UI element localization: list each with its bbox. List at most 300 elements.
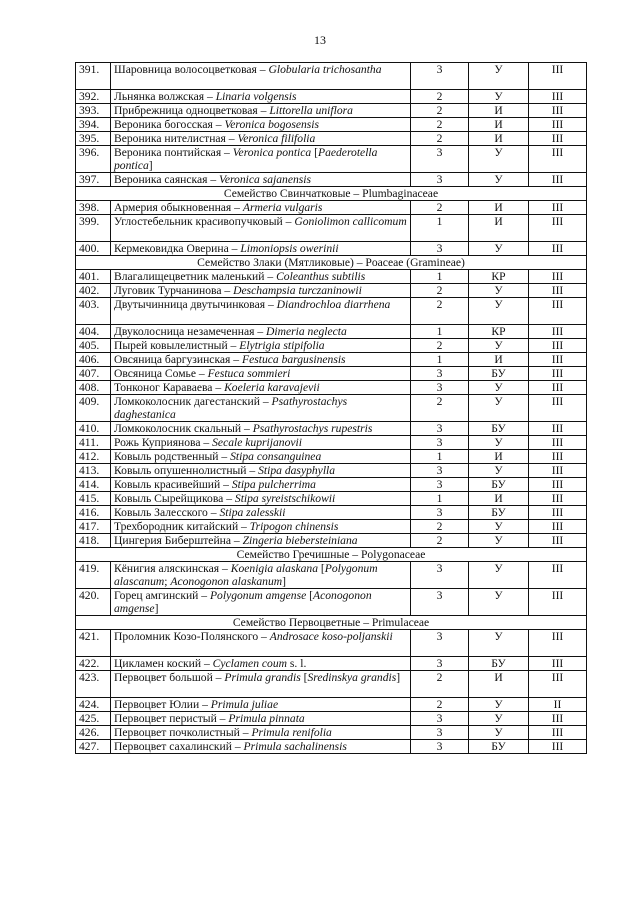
row-number: 409. <box>76 395 111 422</box>
species-latin-name: Primula juliae <box>210 698 279 711</box>
status-value: У <box>469 63 529 90</box>
row-number: 392. <box>76 90 111 104</box>
species-name <box>111 201 411 215</box>
species-latin-name: Deschampsia turczaninowii <box>233 284 362 297</box>
species-name-text: Рожь Куприянова – <box>114 436 213 449</box>
family-header-row <box>76 548 587 562</box>
species-latin-name: Armeria vulgaris <box>242 201 323 214</box>
row-number: 419. <box>76 562 111 589</box>
species-name-text: Пырей ковылелистный – <box>114 339 240 352</box>
species-name-text: Льнянка волжская – <box>114 90 216 103</box>
species-name-text: Луговик Турчанинова – <box>114 284 234 297</box>
family-header-row <box>76 256 587 270</box>
species-latin-name: Dimeria neglecta <box>266 325 347 338</box>
row-number: 394. <box>76 118 111 132</box>
status-value: И <box>469 450 529 464</box>
species-latin-name: Koenigia alaskana <box>230 562 318 575</box>
row-number: 395. <box>76 132 111 146</box>
species-row <box>76 325 587 339</box>
species-name-text: Цикламен коский – <box>114 657 213 670</box>
species-row <box>76 712 587 726</box>
species-latin-name: Polygonum amgense <box>209 589 307 602</box>
row-number: 414. <box>76 478 111 492</box>
species-name <box>111 726 411 740</box>
species-name <box>111 464 411 478</box>
species-name <box>111 353 411 367</box>
row-number: 403. <box>76 298 111 325</box>
species-row <box>76 201 587 215</box>
appendix-value: III <box>529 298 587 325</box>
category-value: 1 <box>411 270 469 284</box>
appendix-value: III <box>529 242 587 256</box>
row-number: 420. <box>76 589 111 616</box>
species-name <box>111 118 411 132</box>
row-number: 393. <box>76 104 111 118</box>
species-latin-name: Zingeria biebersteiniana <box>242 534 358 547</box>
species-row <box>76 270 587 284</box>
category-value: 1 <box>411 325 469 339</box>
species-name-text: Ковыль Залесского – <box>114 506 220 519</box>
row-number: 396. <box>76 146 111 173</box>
category-value: 1 <box>411 353 469 367</box>
appendix-value: III <box>529 132 587 146</box>
species-row <box>76 146 587 173</box>
appendix-value: III <box>529 215 587 242</box>
row-number: 399. <box>76 215 111 242</box>
species-latin-name: Aconogonon amgense <box>114 589 372 615</box>
status-value: У <box>469 339 529 353</box>
species-name-text: [ <box>306 589 314 602</box>
category-value: 2 <box>411 118 469 132</box>
species-name-text: Первоцвет большой – <box>114 671 225 684</box>
status-value: У <box>469 381 529 395</box>
category-value: 3 <box>411 589 469 616</box>
appendix-value: III <box>529 284 587 298</box>
species-row <box>76 132 587 146</box>
status-value: БУ <box>469 422 529 436</box>
species-name <box>111 562 411 589</box>
species-name <box>111 270 411 284</box>
species-name <box>111 63 411 90</box>
species-row <box>76 395 587 422</box>
appendix-value: III <box>529 520 587 534</box>
status-value: И <box>469 215 529 242</box>
appendix-value: III <box>529 506 587 520</box>
appendix-value: III <box>529 63 587 90</box>
page-number: 13 <box>314 33 326 47</box>
appendix-value: III <box>529 630 587 657</box>
species-latin-name: Sredinskya grandis <box>307 671 397 684</box>
appendix-value: III <box>529 104 587 118</box>
species-name-text: Влагалищецветник маленький – <box>114 270 277 283</box>
category-value: 3 <box>411 422 469 436</box>
category-value: 2 <box>411 534 469 548</box>
appendix-value: III <box>529 90 587 104</box>
category-value: 3 <box>411 436 469 450</box>
species-name <box>111 215 411 242</box>
species-row <box>76 422 587 436</box>
row-number: 408. <box>76 381 111 395</box>
row-number: 406. <box>76 353 111 367</box>
status-value: БУ <box>469 657 529 671</box>
category-value: 3 <box>411 381 469 395</box>
row-number: 415. <box>76 492 111 506</box>
species-name-text: Вероника саянская – <box>114 173 220 186</box>
species-name <box>111 104 411 118</box>
species-name-text: Первоцвет Юлии – <box>114 698 211 711</box>
category-value: 3 <box>411 562 469 589</box>
status-value: БУ <box>469 367 529 381</box>
species-row <box>76 726 587 740</box>
species-latin-name: Androsace koso-poljanskii <box>269 630 393 643</box>
category-value: 2 <box>411 298 469 325</box>
species-table <box>75 62 587 754</box>
species-row <box>76 520 587 534</box>
category-value: 2 <box>411 339 469 353</box>
row-number: 410. <box>76 422 111 436</box>
category-value: 3 <box>411 506 469 520</box>
species-latin-name: Festuca sommieri <box>207 367 291 380</box>
appendix-value: III <box>529 726 587 740</box>
species-name-text: Вероника понтийская – <box>114 146 233 159</box>
status-value: И <box>469 201 529 215</box>
appendix-value: III <box>529 395 587 422</box>
appendix-value: III <box>529 201 587 215</box>
species-latin-name: Veronica filifolia <box>237 132 316 145</box>
status-value: КР <box>469 325 529 339</box>
species-name <box>111 657 411 671</box>
status-value: И <box>469 118 529 132</box>
species-name-text: s. l. <box>287 657 307 670</box>
species-name <box>111 478 411 492</box>
species-row <box>76 284 587 298</box>
species-name-text: Проломник Козо-Полянского – <box>114 630 270 643</box>
row-number: 407. <box>76 367 111 381</box>
status-value: У <box>469 464 529 478</box>
appendix-value: III <box>529 339 587 353</box>
species-row <box>76 436 587 450</box>
row-number: 413. <box>76 464 111 478</box>
category-value: 3 <box>411 146 469 173</box>
species-latin-name: Veronica bogosensis <box>224 118 320 131</box>
row-number: 412. <box>76 450 111 464</box>
species-name-text: Овсяница Сомье – <box>114 367 208 380</box>
status-value: У <box>469 726 529 740</box>
species-row <box>76 367 587 381</box>
species-name <box>111 492 411 506</box>
species-row <box>76 339 587 353</box>
status-value: У <box>469 589 529 616</box>
appendix-value: III <box>529 534 587 548</box>
appendix-value: III <box>529 450 587 464</box>
appendix-value: III <box>529 589 587 616</box>
category-value: 3 <box>411 63 469 90</box>
appendix-value: III <box>529 478 587 492</box>
appendix-value: III <box>529 325 587 339</box>
species-name-text: Горец амгинский – <box>114 589 210 602</box>
category-value: 3 <box>411 726 469 740</box>
species-latin-name: Festuca bargusinensis <box>241 353 346 366</box>
species-name <box>111 381 411 395</box>
family-label: Семейство Свинчатковые – Plumbaginaceae <box>76 187 587 201</box>
category-value: 2 <box>411 671 469 698</box>
appendix-value: III <box>529 146 587 173</box>
species-name-text: ] <box>148 159 153 172</box>
category-value: 3 <box>411 630 469 657</box>
category-value: 2 <box>411 90 469 104</box>
species-name-text: Прибрежница одноцветковая – <box>114 104 270 117</box>
species-name <box>111 698 411 712</box>
status-value: КР <box>469 270 529 284</box>
category-value: 3 <box>411 478 469 492</box>
species-latin-name: Linaria volgensis <box>215 90 297 103</box>
species-latin-name: Tripogon chinensis <box>249 520 339 533</box>
species-name-text: Первоцвет сахалинский – <box>114 740 244 753</box>
status-value: У <box>469 284 529 298</box>
category-value: 2 <box>411 104 469 118</box>
species-name-text: Трехбородник китайский – <box>114 520 250 533</box>
species-name-text: Овсяница баргузинская – <box>114 353 242 366</box>
species-name-text: Ковыль опушеннолистный – <box>114 464 259 477</box>
species-row <box>76 657 587 671</box>
category-value: 1 <box>411 450 469 464</box>
species-name <box>111 436 411 450</box>
species-name-text: Двуколосница незамеченная – <box>114 325 267 338</box>
species-name-text: ] <box>396 671 401 684</box>
appendix-value: III <box>529 422 587 436</box>
status-value: У <box>469 712 529 726</box>
category-value: 3 <box>411 367 469 381</box>
species-latin-name: Stipa zalesskii <box>219 506 286 519</box>
species-name-text: Ломкоколосник скальный – <box>114 422 253 435</box>
species-name <box>111 534 411 548</box>
species-name-text: Тонконог Караваева – <box>114 381 225 394</box>
row-number: 426. <box>76 726 111 740</box>
status-value: БУ <box>469 478 529 492</box>
row-number: 400. <box>76 242 111 256</box>
species-row <box>76 353 587 367</box>
species-name <box>111 712 411 726</box>
species-name-text: Первоцвет почколистный – <box>114 726 252 739</box>
row-number: 425. <box>76 712 111 726</box>
species-latin-name: Stipa pulcherrima <box>231 478 316 491</box>
appendix-value: III <box>529 657 587 671</box>
species-name-text: Двутычинница двутычинковая – <box>114 298 277 311</box>
appendix-value: III <box>529 118 587 132</box>
category-value: 3 <box>411 712 469 726</box>
species-latin-name: Polygonum alascanum <box>114 562 378 588</box>
species-latin-name: Primula pinnata <box>228 712 305 725</box>
species-row <box>76 589 587 616</box>
species-name <box>111 520 411 534</box>
row-number: 421. <box>76 630 111 657</box>
status-value: И <box>469 671 529 698</box>
species-row <box>76 478 587 492</box>
species-name <box>111 422 411 436</box>
status-value: БУ <box>469 506 529 520</box>
species-name <box>111 671 411 698</box>
status-value: У <box>469 173 529 187</box>
species-latin-name: Stipa consanguinea <box>230 450 322 463</box>
species-name-text: Вероника богосская – <box>114 118 225 131</box>
species-latin-name: Littorella uniflora <box>269 104 353 117</box>
status-value: И <box>469 132 529 146</box>
row-number: 398. <box>76 201 111 215</box>
row-number: 424. <box>76 698 111 712</box>
category-value: 3 <box>411 173 469 187</box>
species-row <box>76 118 587 132</box>
status-value: У <box>469 562 529 589</box>
row-number: 422. <box>76 657 111 671</box>
species-row <box>76 381 587 395</box>
status-value: У <box>469 630 529 657</box>
species-row <box>76 698 587 712</box>
species-name-text: Армерия обыкновенная – <box>114 201 243 214</box>
species-name-text: Кермековидка Оверина – <box>114 242 241 255</box>
species-name <box>111 450 411 464</box>
status-value: У <box>469 242 529 256</box>
species-row <box>76 506 587 520</box>
species-row <box>76 740 587 754</box>
species-row <box>76 63 587 90</box>
species-name <box>111 367 411 381</box>
species-row <box>76 298 587 325</box>
appendix-value: III <box>529 436 587 450</box>
status-value: У <box>469 520 529 534</box>
row-number: 397. <box>76 173 111 187</box>
status-value: У <box>469 395 529 422</box>
appendix-value: II <box>529 698 587 712</box>
category-value: 3 <box>411 657 469 671</box>
species-name-text: ; <box>164 575 171 588</box>
species-latin-name: Cyclamen coum <box>212 657 288 670</box>
species-name-text: ] <box>154 602 159 615</box>
appendix-value: III <box>529 671 587 698</box>
appendix-value: III <box>529 173 587 187</box>
species-row <box>76 671 587 698</box>
row-number: 411. <box>76 436 111 450</box>
row-number: 401. <box>76 270 111 284</box>
species-name-text: [ <box>311 146 318 159</box>
category-value: 2 <box>411 132 469 146</box>
row-number: 417. <box>76 520 111 534</box>
species-latin-name: Primula sachalinensis <box>243 740 347 753</box>
status-value: У <box>469 298 529 325</box>
species-name-text: Ковыль родственный – <box>114 450 231 463</box>
row-number: 405. <box>76 339 111 353</box>
species-name <box>111 298 411 325</box>
appendix-value: III <box>529 381 587 395</box>
species-name <box>111 146 411 173</box>
species-latin-name: Secale kuprijanovii <box>212 436 302 449</box>
status-value: У <box>469 146 529 173</box>
row-number: 391. <box>76 63 111 90</box>
species-row <box>76 562 587 589</box>
appendix-value: III <box>529 270 587 284</box>
row-number: 416. <box>76 506 111 520</box>
row-number: 402. <box>76 284 111 298</box>
category-value: 3 <box>411 464 469 478</box>
species-name <box>111 132 411 146</box>
species-name <box>111 173 411 187</box>
species-name-text: Цингерия Биберштейна – <box>114 534 243 547</box>
appendix-value: III <box>529 712 587 726</box>
family-header-row <box>76 616 587 630</box>
species-row <box>76 242 587 256</box>
species-name <box>111 630 411 657</box>
species-latin-name: Elytrigia stipifolia <box>239 339 325 352</box>
appendix-value: III <box>529 740 587 754</box>
species-latin-name: Stipa syreistschikowii <box>234 492 336 505</box>
species-latin-name: Primula renifolia <box>251 726 332 739</box>
species-latin-name: Coleanthus subtilis <box>276 270 366 283</box>
species-name-text: [ <box>318 562 325 575</box>
species-row <box>76 104 587 118</box>
species-row <box>76 534 587 548</box>
species-name-text: Шаровница волосоцветковая – <box>114 63 269 76</box>
species-row <box>76 215 587 242</box>
species-name <box>111 325 411 339</box>
species-row <box>76 450 587 464</box>
species-name-text: Ломкоколосник дагестанский – <box>114 395 272 408</box>
appendix-value: III <box>529 562 587 589</box>
species-latin-name: Veronica pontica <box>232 146 312 159</box>
status-value: У <box>469 436 529 450</box>
species-name <box>111 339 411 353</box>
species-row <box>76 90 587 104</box>
species-name <box>111 242 411 256</box>
category-value: 2 <box>411 520 469 534</box>
species-row <box>76 173 587 187</box>
species-name-text: Вероника нителистная – <box>114 132 238 145</box>
appendix-value: III <box>529 367 587 381</box>
species-latin-name: Aconogonon alaskanum <box>170 575 283 588</box>
species-latin-name: Primula grandis <box>224 671 301 684</box>
species-latin-name: Globularia trichosantha <box>268 63 382 76</box>
species-name <box>111 740 411 754</box>
species-name-text: Ковыль красивейший – <box>114 478 232 491</box>
species-latin-name: Psathyrostachys daghestanica <box>114 395 348 421</box>
category-value: 1 <box>411 492 469 506</box>
species-name-text: ] <box>282 575 286 588</box>
category-value: 3 <box>411 740 469 754</box>
species-name-text: Кёнигия аляскинская – <box>114 562 231 575</box>
species-name-text: [ <box>300 671 308 684</box>
species-latin-name: Diandrochloa diarrhena <box>276 298 391 311</box>
species-latin-name: Limoniopsis owerinii <box>240 242 339 255</box>
status-value: У <box>469 90 529 104</box>
category-value: 1 <box>411 215 469 242</box>
species-name <box>111 395 411 422</box>
category-value: 2 <box>411 698 469 712</box>
family-label: Семейство Злаки (Мятликовые) – Poaceae (Gramineae) <box>76 256 587 270</box>
species-name <box>111 90 411 104</box>
status-value: И <box>469 353 529 367</box>
status-value: И <box>469 492 529 506</box>
species-latin-name: Paederotella pontica <box>114 146 378 172</box>
category-value: 2 <box>411 284 469 298</box>
row-number: 427. <box>76 740 111 754</box>
family-label: Семейство Первоцветные – Primulaceae <box>76 616 587 630</box>
category-value: 2 <box>411 201 469 215</box>
species-row <box>76 630 587 657</box>
row-number: 423. <box>76 671 111 698</box>
row-number: 404. <box>76 325 111 339</box>
status-value: И <box>469 104 529 118</box>
species-name-text: Углостебельник красивопучковый – <box>114 215 295 228</box>
family-header-row <box>76 187 587 201</box>
species-name-text: Первоцвет перистый – <box>114 712 229 725</box>
